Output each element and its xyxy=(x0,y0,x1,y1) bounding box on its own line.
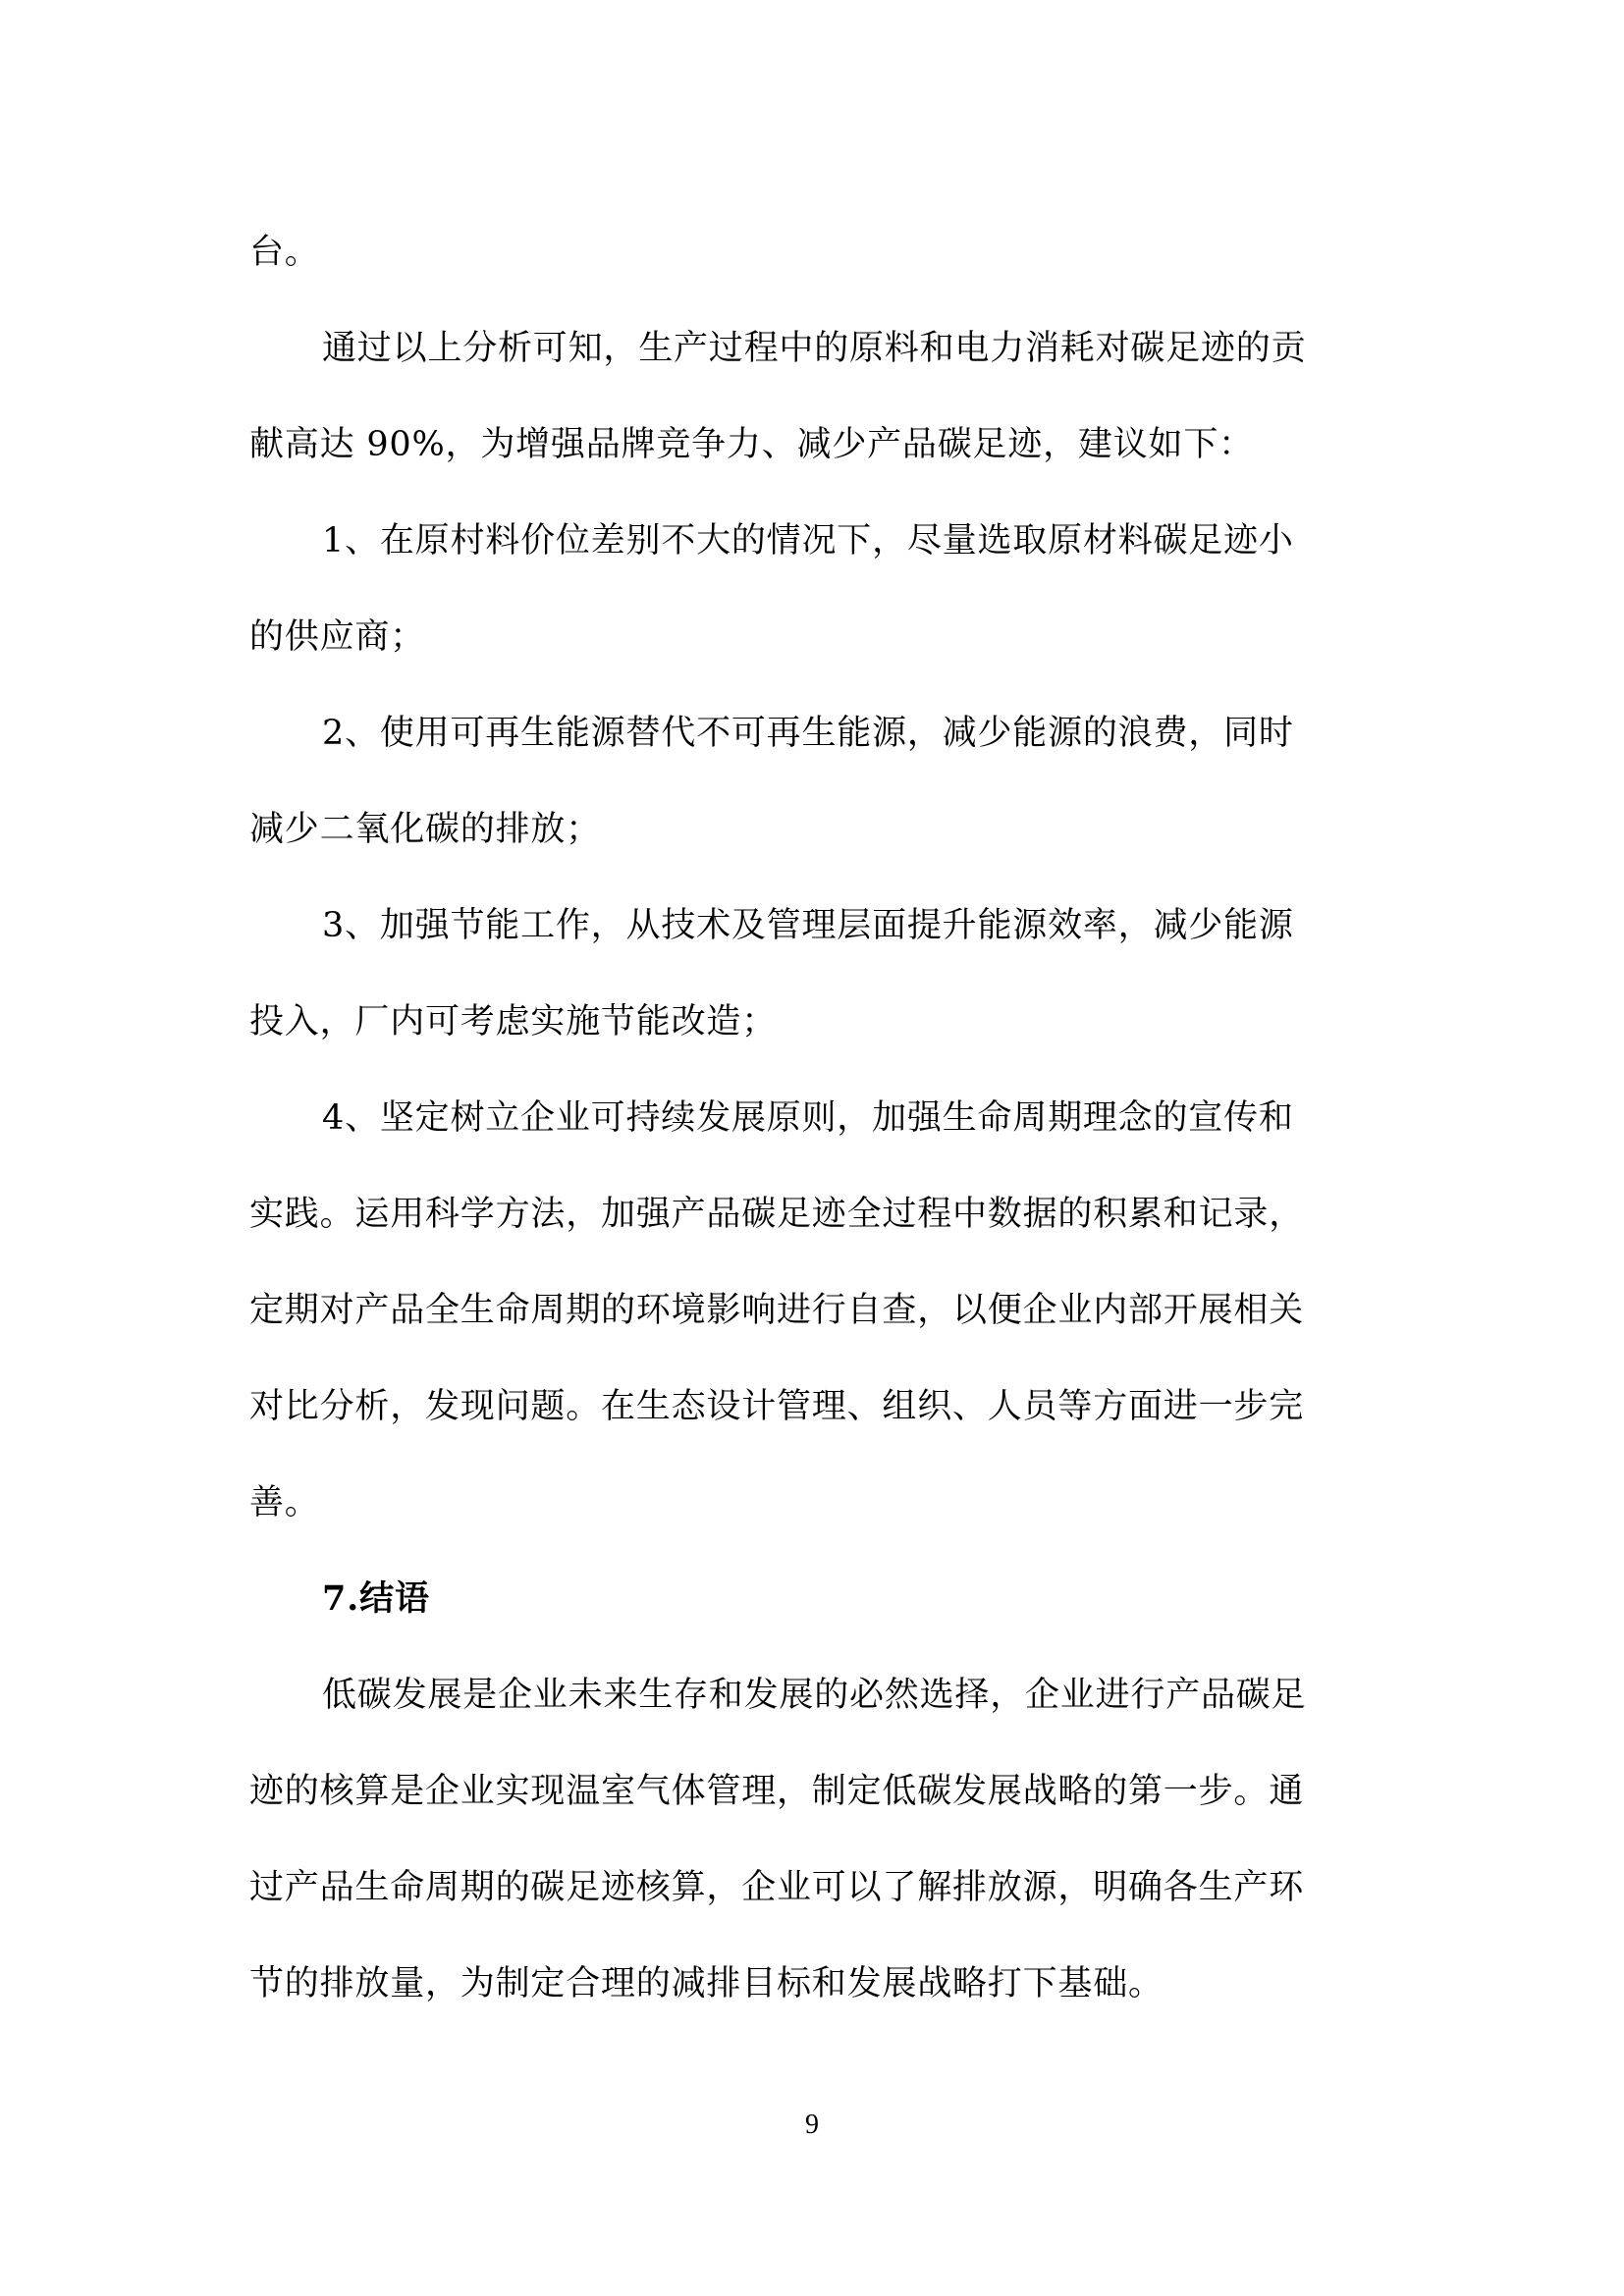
recommendation-4-line: 定期对产品全生命周期的环境影响进行自查，以便企业内部开展相关 xyxy=(249,1291,1305,1330)
recommendation-4-line: 实践。运用科学方法，加强产品碳足迹全过程中数据的积累和记录， xyxy=(249,1195,1305,1234)
conclusion-paragraph-line: 节的排放量，为制定合理的减排目标和发展战略打下基础。 xyxy=(249,1964,1164,2003)
conclusion-paragraph-line: 过产品生命周期的碳足迹核算，企业可以了解排放源，明确各生产环 xyxy=(249,1868,1305,1907)
recommendation-4-line: 对比分析，发现问题。在生态设计管理、组织、人员等方面进一步完 xyxy=(249,1387,1305,1426)
section-heading: 7.结语 xyxy=(322,1578,430,1619)
recommendation-1-line: 1、在原村料价位差别不大的情况下，尽量选取原材料碳足迹小 xyxy=(322,521,1294,561)
recommendation-2-line: 2、使用可再生能源替代不可再生能源，减少能源的浪费，同时 xyxy=(322,714,1294,753)
recommendation-2-line: 减少二氧化碳的排放； xyxy=(249,810,602,849)
recommendation-4-line: 4、坚定树立企业可持续发展原则，加强生命周期理念的宣传和 xyxy=(322,1098,1294,1138)
recommendation-1-line: 的供应商； xyxy=(249,617,426,657)
page-number: 9 xyxy=(805,2109,819,2140)
conclusion-paragraph-line: 迹的核算是企业实现温室气体管理，制定低碳发展战略的第一步。通 xyxy=(249,1772,1305,1811)
paragraph-continuation-line: 台。 xyxy=(249,233,320,272)
body-text xyxy=(249,204,1388,2032)
analysis-paragraph-line: 通过以上分析可知，生产过程中的原料和电力消耗对碳足迹的贡 xyxy=(322,329,1307,368)
analysis-paragraph-line: 献高达 90%，为增强品牌竞争力、减少产品碳足迹，建议如下： xyxy=(249,425,1254,464)
recommendation-3-line: 3、加强节能工作，从技术及管理层面提升能源效率，减少能源 xyxy=(322,906,1294,945)
conclusion-paragraph-line: 低碳发展是企业未来生存和发展的必然选择，企业进行产品碳足 xyxy=(322,1676,1307,1715)
recommendation-4-line: 善。 xyxy=(249,1483,320,1522)
recommendation-3-line: 投入，厂内可考虑实施节能改造； xyxy=(249,1002,778,1041)
